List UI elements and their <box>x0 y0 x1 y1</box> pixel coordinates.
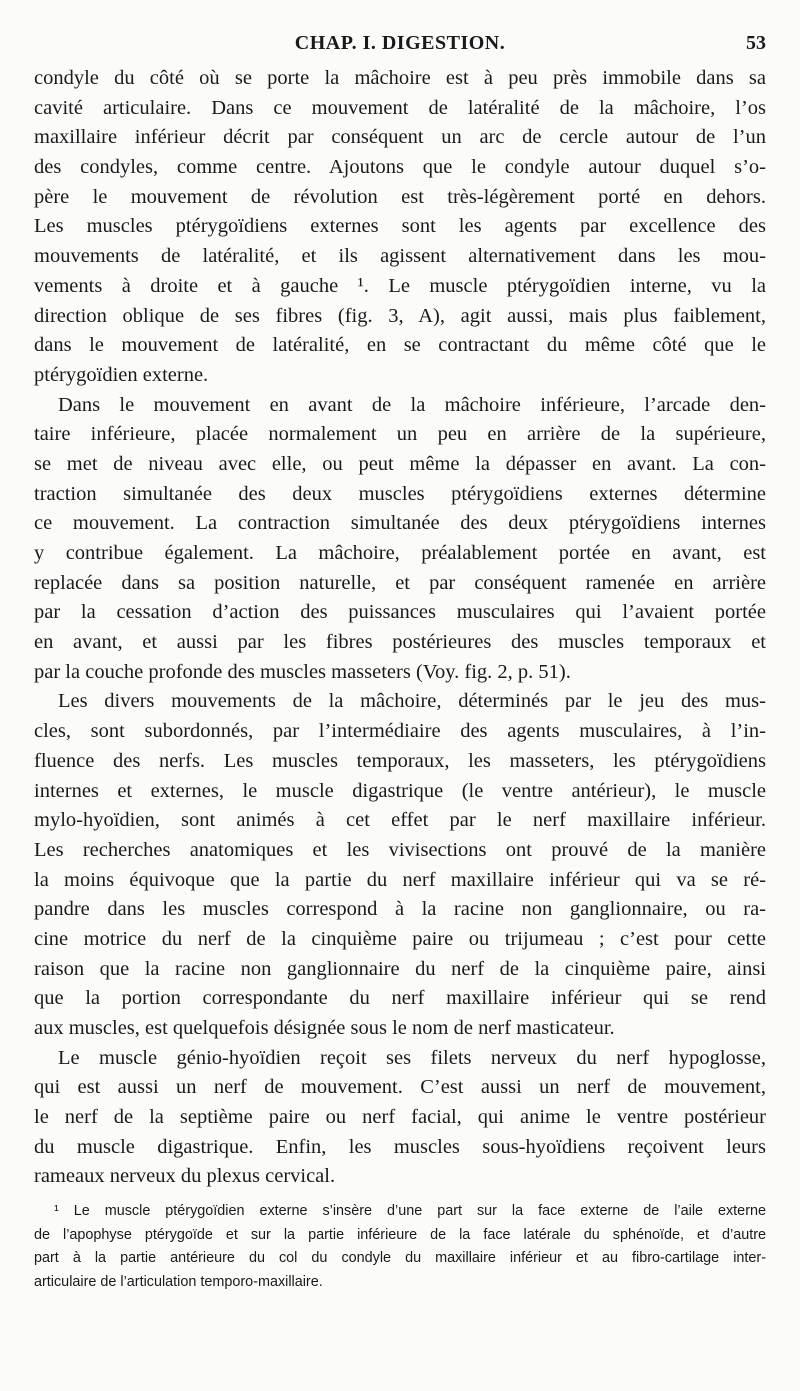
page-number: 53 <box>746 32 766 54</box>
text-line: cavité articulaire. Dans ce mouvement de latéralité de la mâchoire, l’os <box>34 96 766 119</box>
text-line: mylo-hyoïdien, sont animés à cet effet par le nerf maxillaire inférieur. <box>34 809 766 832</box>
paragraph <box>34 391 766 688</box>
text-line: se met de niveau avec elle, ou peut même la dépasser en avant. La con- <box>34 452 766 475</box>
text-line: par la cessation d’action des puissances musculaires qui l’avaient portée <box>34 601 766 624</box>
footnote <box>34 1200 766 1294</box>
text-line: mouvements de latéralité, et ils agissent alternativement dans les mou- <box>34 245 766 268</box>
footnote-line: ¹ Le muscle ptérygoïdien externe s’insère d’une part sur la face externe de l’aile externe <box>54 1203 766 1219</box>
text-line: pandre dans les muscles correspond à la racine non ganglionnaire, ou ra- <box>34 898 766 921</box>
text-line: le nerf de la septième paire ou nerf facial, qui anime le ventre postérieur <box>34 1106 766 1129</box>
text-line: ce mouvement. La contraction simultanée des deux ptérygoïdiens internes <box>34 512 766 535</box>
text-line: aux muscles, est quelquefois désignée sous le nom de nerf masticateur. <box>34 1017 615 1039</box>
text-line: que la portion correspondante du nerf maxillaire inférieur qui se rend <box>34 987 766 1010</box>
text-line: la moins équivoque que la partie du nerf maxillaire inférieur qui va se ré- <box>34 868 766 891</box>
text-line: dans le mouvement de latéralité, en se contractant du même côté que le <box>34 334 766 357</box>
text-line: cine motrice du nerf de la cinquième paire ou trijumeau ; c’est pour cette <box>34 927 766 950</box>
text-line: maxillaire inférieur décrit par conséquent un arc de cercle autour de l’un <box>34 126 766 149</box>
text-line: internes et externes, le muscle digastrique (le ventre antérieur), le muscle <box>34 779 766 802</box>
text-line: vements à droite et à gauche ¹. Le muscle ptérygoïdien interne, vu la <box>34 274 766 297</box>
text-line: condyle du côté où se porte la mâchoire est à peu près immobile dans sa <box>34 67 766 89</box>
text-line: des condyles, comme centre. Ajoutons que le condyle autour duquel s’o- <box>34 156 766 179</box>
paragraph <box>34 1044 766 1192</box>
footnote-line: articulaire de l’articulation temporo-maxillaire. <box>34 1273 323 1290</box>
text-line: Les divers mouvements de la mâchoire, déterminés par le jeu des mus- <box>58 690 766 713</box>
text-line: y contribue également. La mâchoire, préalablement portée en avant, est <box>34 542 766 564</box>
text-line: rameaux nerveux du plexus cervical. <box>34 1165 336 1188</box>
text-line: taire inférieure, placée normalement un peu en arrière de la supérieure, <box>34 423 766 446</box>
text-line: du muscle digastrique. Enfin, les muscles sous-hyoïdiens reçoivent leurs <box>34 1135 766 1158</box>
text-line: Dans le mouvement en avant de la mâchoire inférieure, l’arcade den- <box>58 393 766 416</box>
footnote-line: part à la partie antérieure du col du condyle du maxillaire inférieur et au fibro-cartilage inter- <box>34 1250 766 1266</box>
paragraph <box>34 687 766 1043</box>
text-line: raison que la racine non ganglionnaire du nerf de la cinquième paire, ainsi <box>34 957 766 980</box>
paragraph <box>34 64 766 391</box>
text-line: fluence des nerfs. Les muscles temporaux, les masseters, les ptérygoïdiens <box>34 749 766 772</box>
text-line: ptérygoïdien externe. <box>34 363 209 386</box>
text-line: traction simultanée des deux muscles ptérygoïdiens externes détermine <box>34 482 766 505</box>
text-line: Les recherches anatomiques et les vivisections ont prouvé de la manière <box>34 838 766 861</box>
text-line: qui est aussi un nerf de mouvement. C’est aussi un nerf de mouvement, <box>34 1076 766 1099</box>
text-line: par la couche profonde des muscles masseters (Voy. fig. 2, p. 51). <box>34 660 571 683</box>
text-line: Le muscle génio-hyoïdien reçoit ses filets nerveux du nerf hypoglosse, <box>58 1046 766 1069</box>
text-line: replacée dans sa position naturelle, et par conséquent ramenée en arrière <box>34 571 766 594</box>
text-line: cles, sont subordonnés, par l’intermédiaire des agents musculaires, à l’in- <box>34 720 766 743</box>
text-line: en avant, et aussi par les fibres postérieures des muscles temporaux et <box>34 631 766 654</box>
text-line: père le mouvement de révolution est très-légèrement porté en dehors. <box>34 185 766 208</box>
running-head <box>34 30 766 60</box>
text-line: direction oblique de ses fibres (fig. 3, A), agit aussi, mais plus faiblement, <box>34 304 766 327</box>
body-text <box>34 64 766 1192</box>
footnote-line: de l’apophyse ptérygoïde et sur la partie inférieure de la face latérale du sphénoïde, et d’autre <box>34 1226 766 1243</box>
running-title: CHAP. I. DIGESTION. <box>294 32 506 54</box>
text-line: Les muscles ptérygoïdiens externes sont les agents par excellence des <box>34 215 766 238</box>
